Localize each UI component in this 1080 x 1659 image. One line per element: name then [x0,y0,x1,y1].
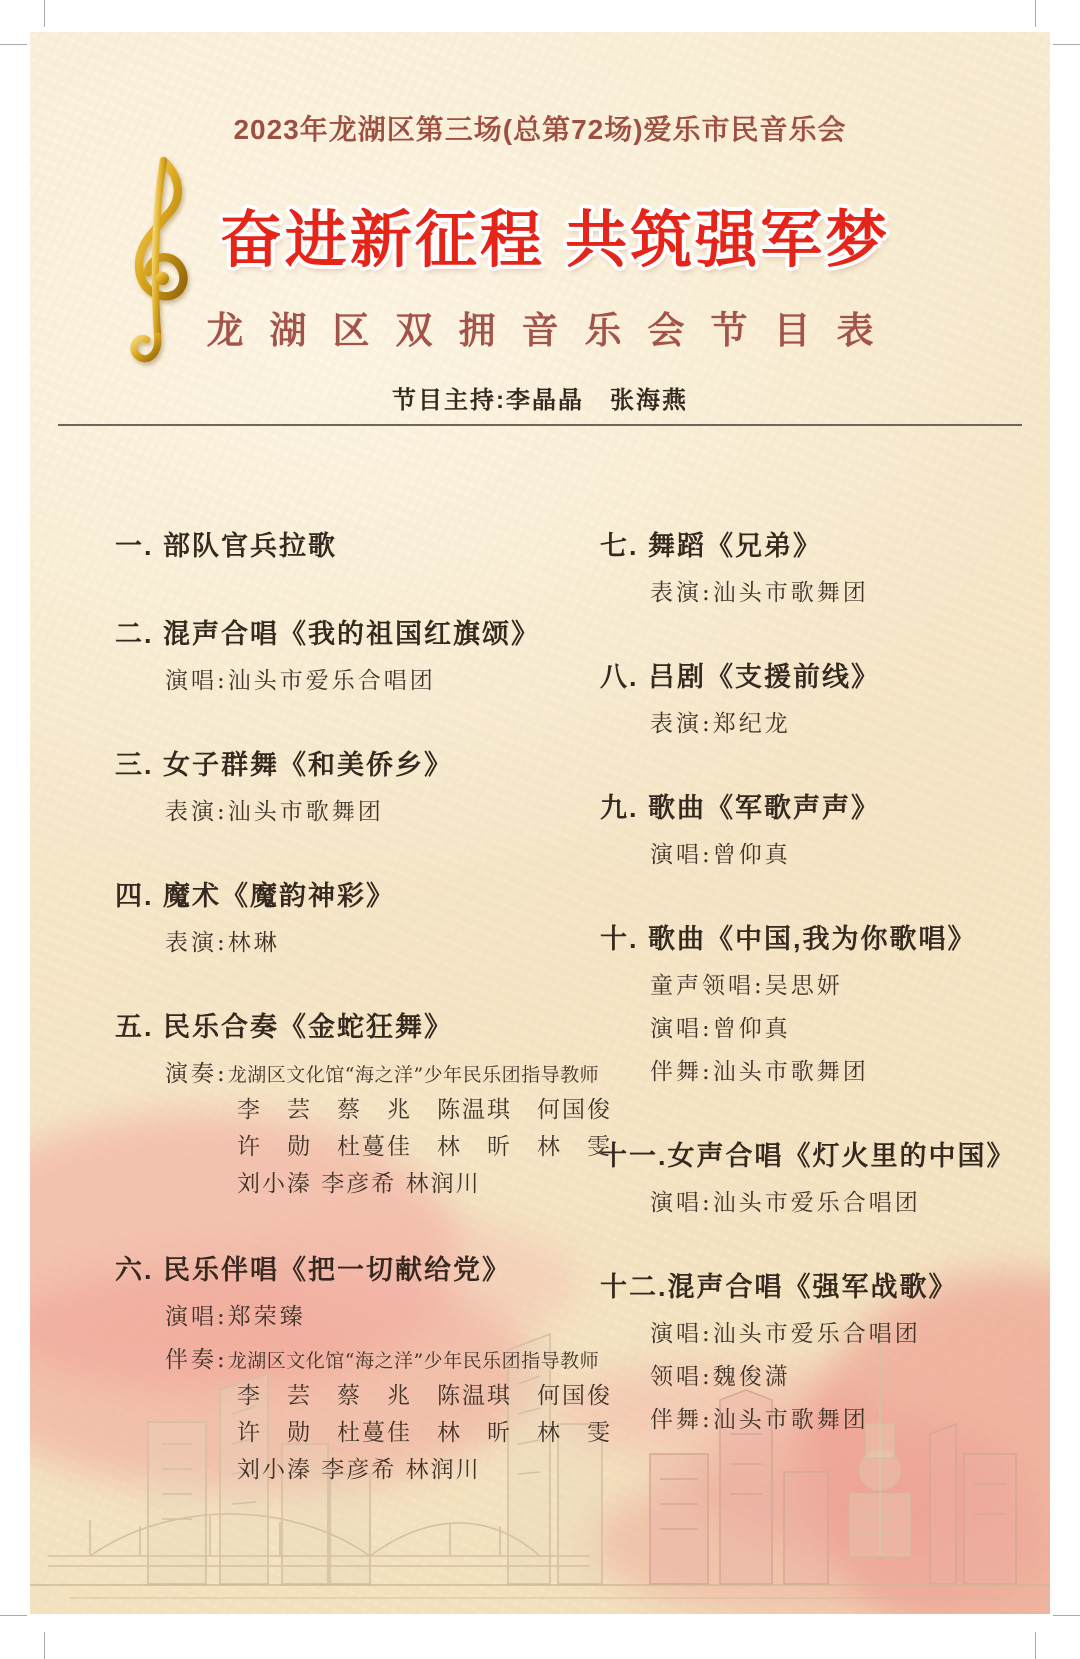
crop-mark-bottom-left-h [0,1615,27,1616]
program-item [600,528,1040,607]
program-item-head [600,528,1040,564]
header-line: 2023年龙湖区第三场(总第72场)爱乐市民音乐会 [233,114,847,145]
program-item-head [115,1252,580,1288]
item-number: 八. [600,662,639,692]
item-line: 表演:林琳 [165,930,280,956]
program-item [115,747,580,826]
program-item-head [115,747,580,783]
program-item [115,528,580,564]
item-line-text: 龙湖区文化馆“海之洋”少年民乐团指导教师 [227,1350,600,1372]
item-line: 领唱:魏俊潇 [650,1364,791,1390]
sub-title: 龙湖区双拥音乐会节目表 [206,310,900,351]
item-title: 歌曲《军歌声声》 [648,793,880,823]
program-item-head [600,790,1040,826]
item-title: 部队官兵拉歌 [163,531,337,561]
program-item [600,921,1040,1086]
poster [30,32,1050,1614]
item-title: 魔术《魔韵神彩》 [163,881,395,911]
program-item [600,659,1040,738]
divider-line [58,424,1022,426]
item-line [115,1060,600,1089]
program-item-head [115,878,580,914]
program-item-head [600,659,1040,695]
crop-mark-top-left-v [44,0,45,27]
item-line: 伴舞:汕头市歌舞团 [650,1059,869,1085]
item-line: 演唱:曾仰真 [650,1016,791,1042]
item-number: 一. [115,531,154,561]
item-line: 演唱:汕头市爱乐合唱团 [165,668,436,694]
item-line: 童声领唱:吴思妍 [650,973,843,999]
item-line [115,1346,600,1375]
crop-mark-top-right-h [1053,44,1080,45]
item-line: 刘小溱 李彦希 林润川 [237,1171,481,1197]
item-line: 演唱:汕头市爱乐合唱团 [650,1321,921,1347]
item-title: 民乐合奏《金蛇狂舞》 [163,1012,453,1042]
program-item-head [115,1009,580,1045]
item-number: 十二. [600,1272,668,1302]
item-line: 许 勋 杜蔓佳 林 昕 林 雯 [237,1420,612,1446]
program-item-head [600,1138,1040,1174]
program-item [115,1009,612,1200]
item-number: 六. [115,1255,154,1285]
item-line: 李 芸 蔡 兆 陈温琪 何国俊 [237,1097,612,1123]
item-line: 表演:郑纪龙 [650,711,791,737]
crop-mark-bottom-left-v [44,1632,45,1659]
program-item-head [600,921,1040,957]
item-line-text: 龙湖区文化馆“海之洋”少年民乐团指导教师 [227,1064,600,1086]
item-title: 民乐伴唱《把一切献给党》 [163,1255,511,1285]
item-title: 女声合唱《灯火里的中国》 [667,1141,1016,1171]
program-item [115,878,580,957]
item-number: 二. [115,619,154,649]
crop-mark-bottom-right-h [1053,1615,1080,1616]
program-item [600,790,1040,869]
program-column-right [600,528,1040,1486]
crop-mark-top-left-h [0,44,27,45]
item-line: 表演:汕头市歌舞团 [165,799,384,825]
crop-mark-bottom-right-v [1035,1632,1036,1659]
item-title: 舞蹈《兄弟》 [648,531,822,561]
item-line: 演唱:郑荣臻 [165,1304,306,1330]
crop-mark-top-right-v [1035,0,1036,27]
host-line: 节目主持:李晶晶 张海燕 [392,387,688,414]
program-item [115,616,580,695]
program-item [115,1252,612,1486]
item-line-label: 演奏: [165,1061,228,1087]
item-line: 李 芸 蔡 兆 陈温琪 何国俊 [237,1383,612,1409]
program-item-head [115,528,580,564]
main-title: 奋进新征程 共筑强军梦 [219,206,891,275]
item-title: 吕剧《支援前线》 [648,662,880,692]
item-line-label: 伴奏: [165,1347,228,1373]
item-number: 三. [115,750,154,780]
program-column-left [115,528,612,1538]
program-item-head [600,1269,1040,1305]
program-item [600,1138,1040,1217]
item-line: 伴舞:汕头市歌舞团 [650,1407,869,1433]
item-line: 演唱:汕头市爱乐合唱团 [650,1190,921,1216]
item-number: 十. [600,924,639,954]
item-line: 表演:汕头市歌舞团 [650,580,869,606]
program-item-head [115,616,580,652]
program-item [600,1269,1040,1434]
item-line: 演唱:曾仰真 [650,842,791,868]
item-number: 四. [115,881,154,911]
item-title: 混声合唱《我的祖国红旗颂》 [163,619,540,649]
item-number: 九. [600,793,639,823]
item-line: 许 勋 杜蔓佳 林 昕 林 雯 [237,1134,612,1160]
item-number: 十一. [600,1141,668,1171]
item-title: 歌曲《中国,我为你歌唱》 [648,924,977,954]
item-title: 混声合唱《强军战歌》 [667,1272,958,1302]
item-number: 七. [600,531,639,561]
item-line: 刘小溱 李彦希 林润川 [237,1457,481,1483]
item-number: 五. [115,1012,154,1042]
item-title: 女子群舞《和美侨乡》 [163,750,453,780]
